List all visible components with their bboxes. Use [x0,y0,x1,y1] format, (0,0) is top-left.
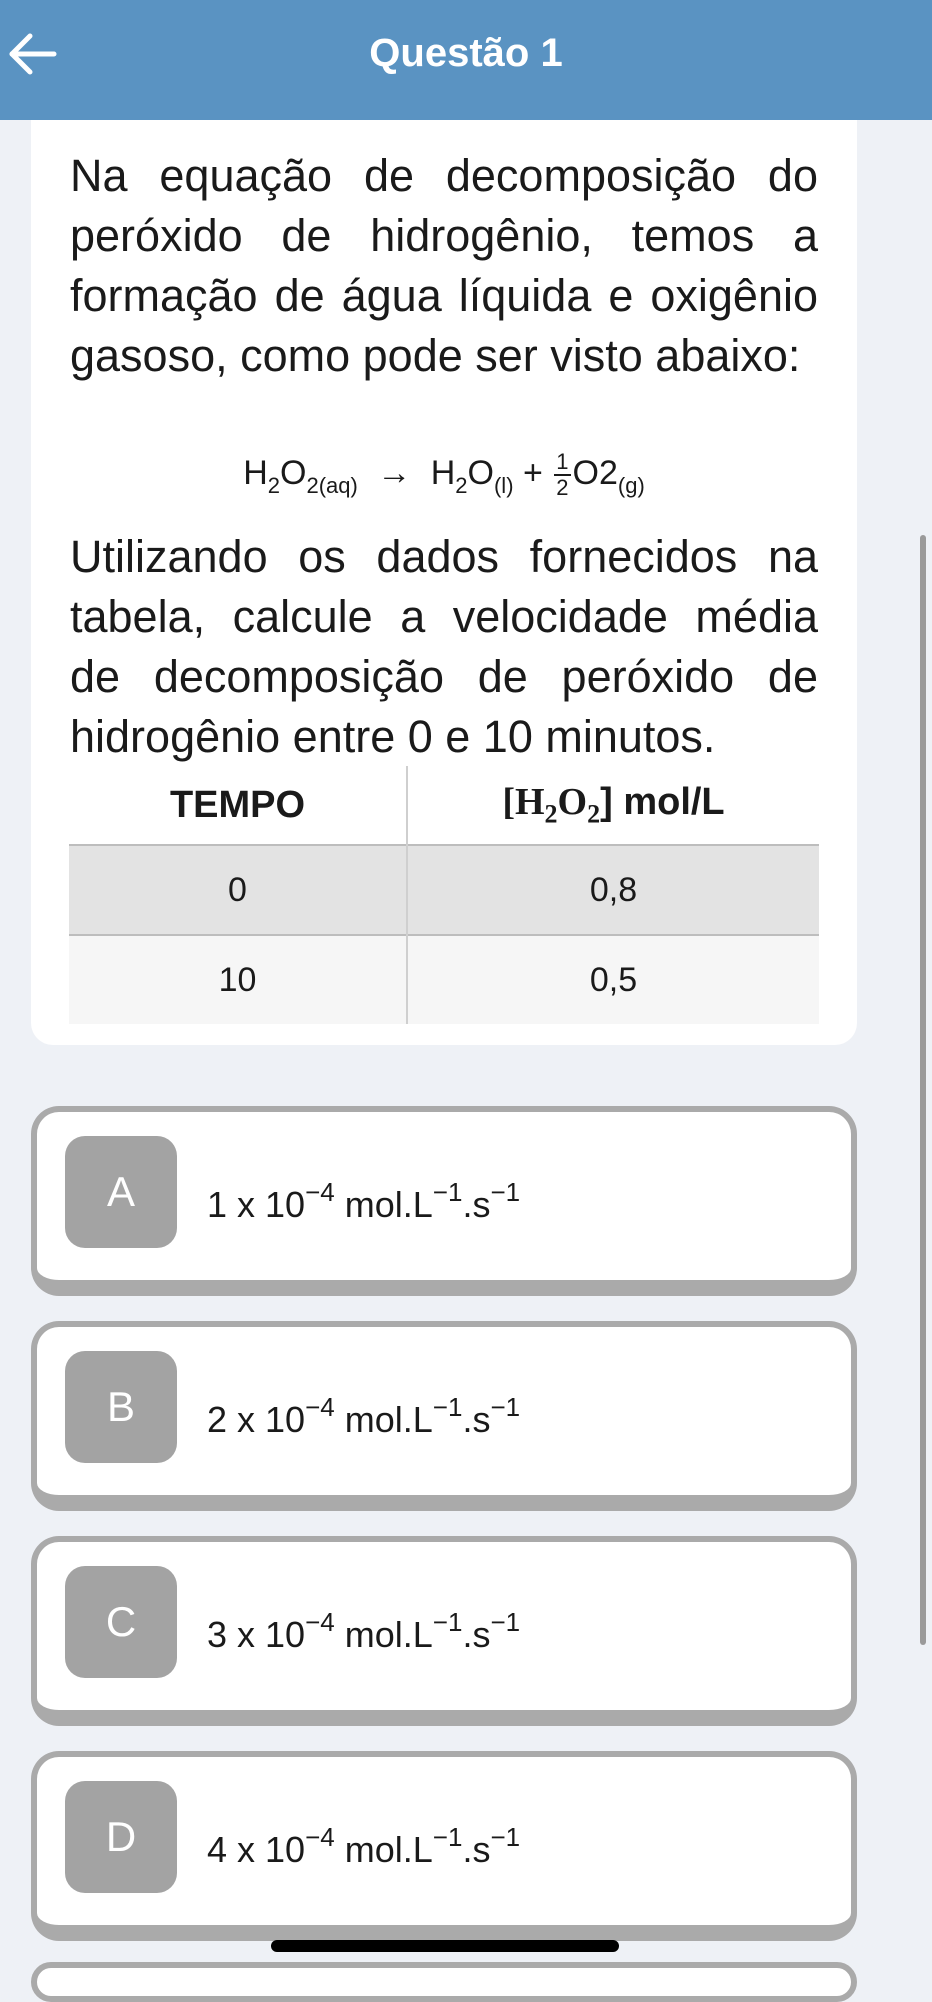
opt-exp: −1 [490,1392,520,1422]
scrollbar[interactable] [920,535,926,1645]
option-text [207,1592,520,1665]
table-header-row [69,766,819,845]
table-row [69,845,819,935]
eq-o: O [468,454,494,492]
answer-option-a[interactable] [31,1106,857,1296]
opt-coef: 4 x 10 [207,1829,305,1870]
question-prompt-text: Utilizando os dados fornecidos na tabela, calcule a velocidade média de decomposição de peróxido de hidrogênio entre 0 e 10 minutos. [70,527,818,767]
answer-option-b[interactable] [31,1321,857,1511]
eq-o2: O2 [573,454,618,492]
conc-sub2: 2 [587,800,600,829]
answer-option-d[interactable] [31,1751,857,1941]
opt-unit: mol.L [335,1614,433,1655]
table-header-time: TEMPO [69,766,407,845]
conc-close: ] mol/L [600,781,725,823]
option-letter-badge: D [65,1781,177,1893]
opt-exp: −1 [433,1822,463,1852]
data-table [69,766,819,1024]
opt-coef: 3 x 10 [207,1614,305,1655]
eq-frac-num: 1 [554,450,570,476]
opt-unit: mol.L [335,1829,433,1870]
opt-exp: −1 [490,1607,520,1637]
opt-coef: 2 x 10 [207,1399,305,1440]
option-text [207,1377,520,1450]
opt-exp: −4 [305,1392,335,1422]
eq-o: O [280,454,306,492]
option-letter-badge: C [65,1566,177,1678]
option-text [207,1807,520,1880]
opt-exp: −4 [305,1607,335,1637]
eq-state-l: (l) [494,473,514,498]
answer-option-c[interactable] [31,1536,857,1726]
opt-unit: .s [462,1399,490,1440]
eq-sub: 2 [455,473,467,498]
next-option-partial [31,1962,857,2002]
top-app-bar [0,0,932,120]
opt-unit: mol.L [335,1399,433,1440]
option-text [207,1162,520,1235]
table-row [69,935,819,1024]
back-button[interactable] [6,28,66,80]
opt-exp: −1 [433,1392,463,1422]
question-card [31,120,857,1045]
opt-exp: −1 [490,1822,520,1852]
option-letter-badge: B [65,1351,177,1463]
arrow-left-icon [6,28,66,80]
conc-mid: O [558,781,588,823]
opt-unit: mol.L [335,1184,433,1225]
table-cell-time: 0 [69,845,407,935]
eq-state-g: (g) [618,473,645,498]
eq-plus: + [523,454,543,492]
eq-frac-den: 2 [554,476,570,500]
table-header-concentration [407,766,819,845]
eq-h: H [243,454,268,492]
opt-coef: 1 x 10 [207,1184,305,1225]
table-cell-time: 10 [69,935,407,1024]
eq-sub: 2 [268,473,280,498]
opt-exp: −4 [305,1177,335,1207]
opt-unit: .s [462,1614,490,1655]
page-title: Questão 1 [369,31,562,76]
opt-exp: −1 [433,1607,463,1637]
eq-state-aq: 2(aq) [306,473,357,498]
eq-fraction [554,450,570,500]
opt-exp: −4 [305,1822,335,1852]
option-letter-badge: A [65,1136,177,1248]
conc-open: [H [502,781,544,823]
conc-sub1: 2 [545,800,558,829]
eq-h: H [431,454,456,492]
home-indicator[interactable] [271,1940,619,1952]
table-cell-conc: 0,5 [407,935,819,1024]
chemical-equation [31,443,857,516]
opt-exp: −1 [433,1177,463,1207]
table-cell-conc: 0,8 [407,845,819,935]
opt-unit: .s [462,1829,490,1870]
opt-exp: −1 [490,1177,520,1207]
question-intro-text: Na equação de decomposição do peróxido de hidrogênio, temos a formação de água líquida e oxigênio gasoso, como pode ser visto abaixo: [70,146,818,386]
eq-arrow: → [377,454,411,492]
opt-unit: .s [462,1184,490,1225]
